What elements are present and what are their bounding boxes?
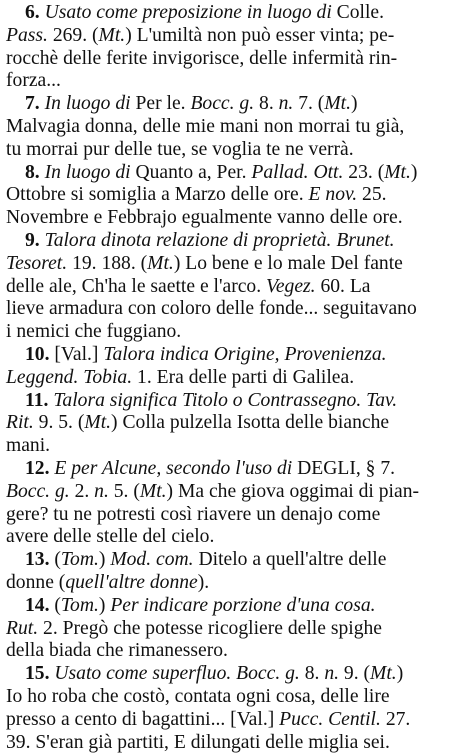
body-text: Ottobre si somiglia a Marzo delle ore. bbox=[6, 184, 309, 205]
italic-text: Mt. bbox=[99, 25, 126, 46]
body-text: ( bbox=[54, 595, 61, 616]
body-text: ) L'umiltà non può esser vinta; pe- bbox=[125, 25, 394, 46]
entry-line bbox=[6, 504, 470, 527]
body-text: ( bbox=[54, 549, 61, 570]
italic-text: Talora dinota relazione di proprietà. Brunet. bbox=[45, 230, 395, 251]
entry-first-line bbox=[6, 458, 470, 481]
italic-text: Usato come superfluo. Bocc. g. bbox=[54, 663, 304, 684]
body-text: 27. bbox=[386, 709, 411, 730]
entry-line bbox=[6, 686, 470, 709]
entry-number: 9. bbox=[25, 230, 45, 251]
body-text: 23. ( bbox=[348, 162, 384, 183]
italic-text: Pallad. Ott. bbox=[251, 162, 348, 183]
body-text: 39. S'eran già partiti, E dilungati delle miglia sei. bbox=[6, 732, 390, 753]
entry-first-line bbox=[6, 230, 470, 253]
body-text: Quanto a, Per. bbox=[135, 162, 251, 183]
italic-text: Rit. bbox=[6, 412, 39, 433]
italic-text: Pucc. Centil. bbox=[279, 709, 386, 730]
body-text: [Val.] bbox=[54, 344, 103, 365]
italic-text: Tesoret. bbox=[6, 253, 72, 274]
body-text: Malvagia donna, delle mie mani non morrai tu già, bbox=[6, 116, 404, 137]
entry-first-line bbox=[6, 663, 470, 686]
body-text: della biada che rimanessero. bbox=[6, 640, 228, 661]
entry-first-line bbox=[6, 93, 470, 116]
entry-line bbox=[6, 481, 470, 504]
entry-number: 10. bbox=[25, 344, 54, 365]
dictionary-entry bbox=[6, 344, 470, 390]
entry-line bbox=[6, 732, 470, 754]
italic-text: n. bbox=[94, 481, 114, 502]
entry-line bbox=[6, 618, 470, 641]
body-text: Colle. bbox=[337, 2, 384, 23]
italic-text: n. bbox=[279, 93, 299, 114]
entry-first-line bbox=[6, 390, 470, 413]
body-text: avere delle stelle del cielo. bbox=[6, 526, 214, 547]
italic-text: E nov. bbox=[309, 184, 363, 205]
entry-line bbox=[6, 207, 470, 230]
italic-text: Per indicare porzione d'una cosa. bbox=[110, 595, 375, 616]
body-text: 25. bbox=[362, 184, 387, 205]
entry-line bbox=[6, 367, 470, 390]
body-text: 19. 188. ( bbox=[72, 253, 147, 274]
body-text: rocchè delle ferite invigorisce, delle infermità rin- bbox=[6, 48, 397, 69]
body-text: 60. La bbox=[320, 276, 370, 297]
italic-text: Mt. bbox=[140, 481, 167, 502]
entry-number: 15. bbox=[25, 663, 54, 684]
entry-line bbox=[6, 572, 470, 595]
body-text: Per le. bbox=[135, 93, 190, 114]
entry-line bbox=[6, 298, 470, 321]
italic-text: quell'altre donne bbox=[65, 572, 197, 593]
entry-line bbox=[6, 139, 470, 162]
entry-line bbox=[6, 116, 470, 139]
body-text: forza... bbox=[6, 70, 61, 91]
entry-number: 13. bbox=[25, 549, 54, 570]
italic-text: n. bbox=[324, 663, 344, 684]
italic-text: E per Alcune, secondo l'uso di bbox=[54, 458, 297, 479]
entry-number: 11. bbox=[25, 390, 53, 411]
body-text: 9. ( bbox=[344, 663, 370, 684]
body-text: 9. 5. ( bbox=[39, 412, 85, 433]
italic-text: Bocc. g. bbox=[190, 93, 259, 114]
italic-text: In luogo di bbox=[45, 93, 136, 114]
italic-text: Mt. bbox=[324, 93, 351, 114]
dictionary-entry bbox=[6, 458, 470, 549]
entry-first-line bbox=[6, 595, 470, 618]
italic-text: Mt. bbox=[370, 663, 397, 684]
italic-text: Vegez. bbox=[266, 276, 320, 297]
body-text: Io ho roba che costò, contata ogni cosa, delle lire bbox=[6, 686, 390, 707]
italic-text: Talora significa Titolo o Contrassegno. Tav. bbox=[53, 390, 397, 411]
dictionary-entry bbox=[6, 93, 470, 161]
body-text: presso a cento di bagattini... [Val.] bbox=[6, 709, 279, 730]
entry-number: 12. bbox=[25, 458, 54, 479]
body-text: ) bbox=[411, 162, 418, 183]
body-text: ) bbox=[351, 93, 358, 114]
body-text: ) Lo bene e lo male Del fante bbox=[174, 253, 403, 274]
body-text: 1. Era delle parti di Galilea. bbox=[137, 367, 354, 388]
entry-line bbox=[6, 184, 470, 207]
italic-text: Mt. bbox=[84, 412, 111, 433]
italic-text: Rut. bbox=[6, 618, 43, 639]
dictionary-entry bbox=[6, 390, 470, 458]
entry-first-line bbox=[6, 2, 470, 25]
dictionary-entry bbox=[6, 595, 470, 663]
entry-first-line bbox=[6, 344, 470, 367]
body-text: 269. ( bbox=[53, 25, 99, 46]
entry-line bbox=[6, 640, 470, 663]
italic-text: Mt. bbox=[147, 253, 174, 274]
body-text: lieve armadura con coloro delle fonde... seguitavano bbox=[6, 298, 417, 319]
italic-text: Bocc. g. bbox=[6, 481, 75, 502]
entry-line bbox=[6, 253, 470, 276]
body-text: gere? tu ne potresti così riavere un denajo come bbox=[6, 504, 380, 525]
italic-text: Tom. bbox=[61, 595, 99, 616]
italic-text: Leggend. Tobia. bbox=[6, 367, 137, 388]
entry-line bbox=[6, 25, 470, 48]
italic-text: Talora indica Origine, Provenienza. bbox=[103, 344, 386, 365]
entry-number: 14. bbox=[25, 595, 54, 616]
entry-line bbox=[6, 412, 470, 435]
body-text: 5. ( bbox=[114, 481, 140, 502]
body-text: ) Ma che giova oggimai di pian- bbox=[167, 481, 419, 502]
entry-line bbox=[6, 276, 470, 299]
body-text: DEGLI, § 7. bbox=[297, 458, 395, 479]
italic-text: Usato come preposizione in luogo di bbox=[45, 2, 337, 23]
body-text: delle ale, Ch'ha le saette e l'arco. bbox=[6, 276, 266, 297]
body-text: donne ( bbox=[6, 572, 65, 593]
body-text: mani. bbox=[6, 435, 50, 456]
italic-text: Mod. com. bbox=[110, 549, 198, 570]
body-text: 2. bbox=[75, 481, 95, 502]
body-text: ) bbox=[397, 663, 404, 684]
body-text: tu morrai pur delle tue, se voglia te ne verrà. bbox=[6, 139, 354, 160]
entry-line bbox=[6, 709, 470, 732]
body-text: ). bbox=[198, 572, 209, 593]
italic-text: In luogo di bbox=[45, 162, 136, 183]
italic-text: Pass. bbox=[6, 25, 53, 46]
italic-text: Mt. bbox=[384, 162, 411, 183]
body-text: i nemici che fuggiano. bbox=[6, 321, 181, 342]
dictionary-entry bbox=[6, 2, 470, 93]
body-text: Novembre e Febbrajo egualmente vanno delle ore. bbox=[6, 207, 403, 228]
body-text: ) bbox=[99, 549, 110, 570]
dictionary-entry bbox=[6, 549, 470, 595]
entry-line bbox=[6, 526, 470, 549]
dictionary-entry bbox=[6, 162, 470, 230]
body-text: ) bbox=[99, 595, 110, 616]
entry-number: 8. bbox=[25, 162, 45, 183]
entry-first-line bbox=[6, 549, 470, 572]
entry-first-line bbox=[6, 162, 470, 185]
body-text: 7. ( bbox=[298, 93, 324, 114]
body-text: Ditelo a quell'altre delle bbox=[198, 549, 386, 570]
italic-text: Tom. bbox=[61, 549, 99, 570]
body-text: ) Colla pulzella Isotta delle bianche bbox=[111, 412, 389, 433]
body-text: 2. Pregò che potesse ricogliere delle spighe bbox=[43, 618, 382, 639]
entry-line bbox=[6, 435, 470, 458]
entry-line bbox=[6, 321, 470, 344]
body-text: 8. bbox=[259, 93, 279, 114]
entry-number: 7. bbox=[25, 93, 45, 114]
entry-number: 6. bbox=[25, 2, 45, 23]
entry-line bbox=[6, 48, 470, 71]
dictionary-entry bbox=[6, 230, 470, 344]
body-text: 8. bbox=[305, 663, 325, 684]
entry-line bbox=[6, 70, 470, 93]
